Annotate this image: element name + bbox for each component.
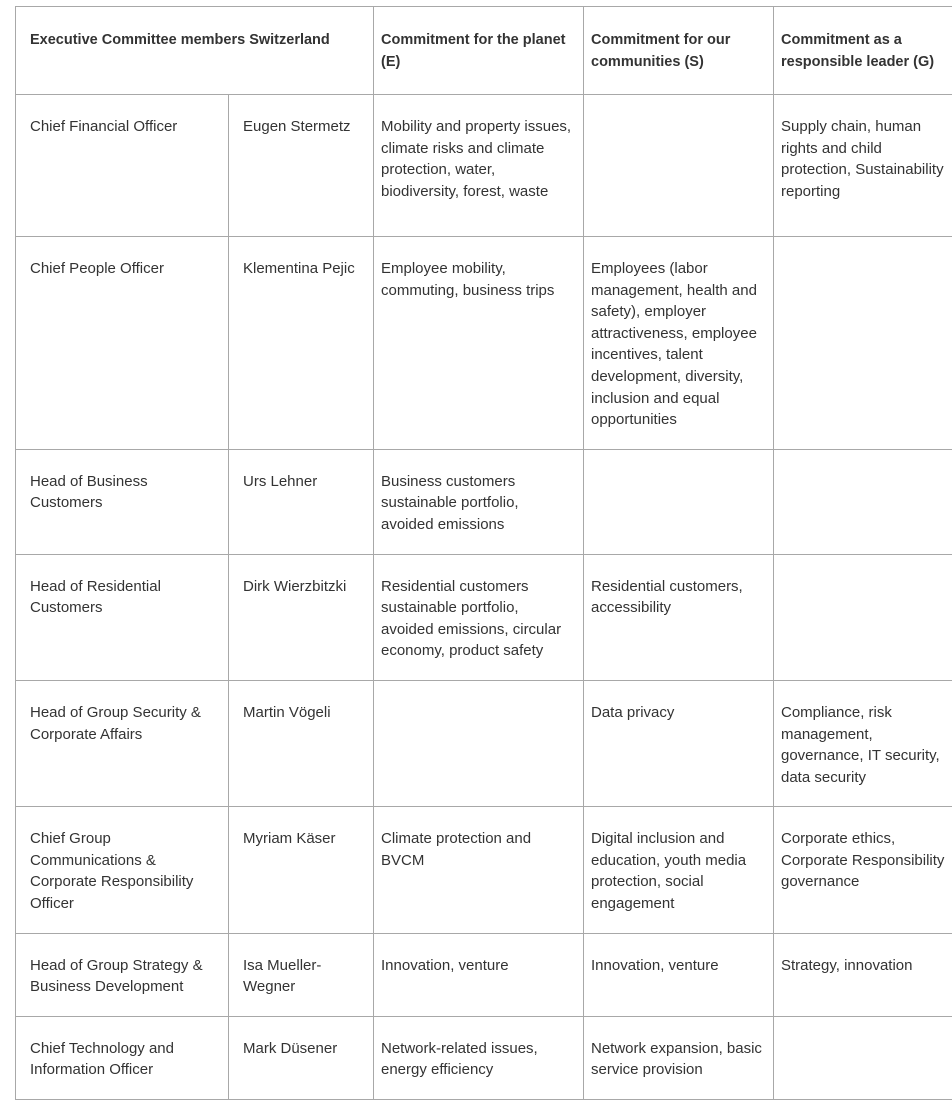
cell-planet: Innovation, venture <box>374 933 584 1016</box>
cell-leader <box>774 237 952 450</box>
cell-role: Head of Business Customers <box>16 449 229 554</box>
cell-leader: Strategy, innovation <box>774 933 952 1016</box>
cell-communities: Residential customers, accessibility <box>584 554 774 680</box>
table-header-row <box>16 7 952 95</box>
cell-name: Isa Mueller-Wegner <box>229 933 374 1016</box>
table-row <box>16 95 952 237</box>
cell-leader <box>774 449 952 554</box>
cell-name: Klementina Pejic <box>229 237 374 450</box>
cell-planet: Residential customers sustainable portfolio, avoided emissions, circular economy, product safety <box>374 554 584 680</box>
table-row <box>16 449 952 554</box>
cell-role: Chief Technology and Information Officer <box>16 1016 229 1099</box>
cell-leader: Corporate ethics, Corporate Responsibility governance <box>774 807 952 933</box>
cell-name: Eugen Stermetz <box>229 95 374 237</box>
cell-planet: Employee mobility, commuting, business trips <box>374 237 584 450</box>
cell-role: Head of Group Security & Corporate Affairs <box>16 680 229 806</box>
cell-name: Myriam Käser <box>229 807 374 933</box>
cell-planet: Network-related issues, energy efficiency <box>374 1016 584 1099</box>
table-row <box>16 933 952 1016</box>
cell-role: Chief Group Communications & Corporate Responsibility Officer <box>16 807 229 933</box>
cell-name: Mark Düsener <box>229 1016 374 1099</box>
cell-role: Chief Financial Officer <box>16 95 229 237</box>
table-row <box>16 1016 952 1099</box>
cell-communities <box>584 449 774 554</box>
cell-name: Dirk Wierzbitzki <box>229 554 374 680</box>
cell-leader: Compliance, risk management, governance, IT security, data security <box>774 680 952 806</box>
header-communities: Commitment for our communities (S) <box>584 7 774 95</box>
cell-communities: Data privacy <box>584 680 774 806</box>
table-row <box>16 807 952 933</box>
cell-communities <box>584 95 774 237</box>
cell-communities: Network expansion, basic service provision <box>584 1016 774 1099</box>
cell-communities: Innovation, venture <box>584 933 774 1016</box>
table-row <box>16 680 952 806</box>
cell-role: Chief People Officer <box>16 237 229 450</box>
cell-planet: Business customers sustainable portfolio, avoided emissions <box>374 449 584 554</box>
cell-communities: Employees (labor management, health and safety), employer attractiveness, employee incentives, talent development, diversity, inclusion and equal opportunities <box>584 237 774 450</box>
cell-name: Martin Vögeli <box>229 680 374 806</box>
header-executive-committee: Executive Committee members Switzerland <box>16 7 374 95</box>
cell-role: Head of Residential Customers <box>16 554 229 680</box>
table-row <box>16 554 952 680</box>
cell-planet: Mobility and property issues, climate risks and climate protection, water, biodiversity, forest, waste <box>374 95 584 237</box>
cell-name: Urs Lehner <box>229 449 374 554</box>
cell-role: Head of Group Strategy & Business Development <box>16 933 229 1016</box>
header-planet: Commitment for the planet (E) <box>374 7 584 95</box>
header-leader: Commitment as a responsible leader (G) <box>774 7 952 95</box>
cell-leader <box>774 1016 952 1099</box>
cell-leader: Supply chain, human rights and child protection, Sustainability reporting <box>774 95 952 237</box>
cell-planet: Climate protection and BVCM <box>374 807 584 933</box>
cell-communities: Digital inclusion and education, youth media protection, social engagement <box>584 807 774 933</box>
cell-planet <box>374 680 584 806</box>
executive-committee-table <box>15 6 952 1100</box>
table-row <box>16 237 952 450</box>
cell-leader <box>774 554 952 680</box>
